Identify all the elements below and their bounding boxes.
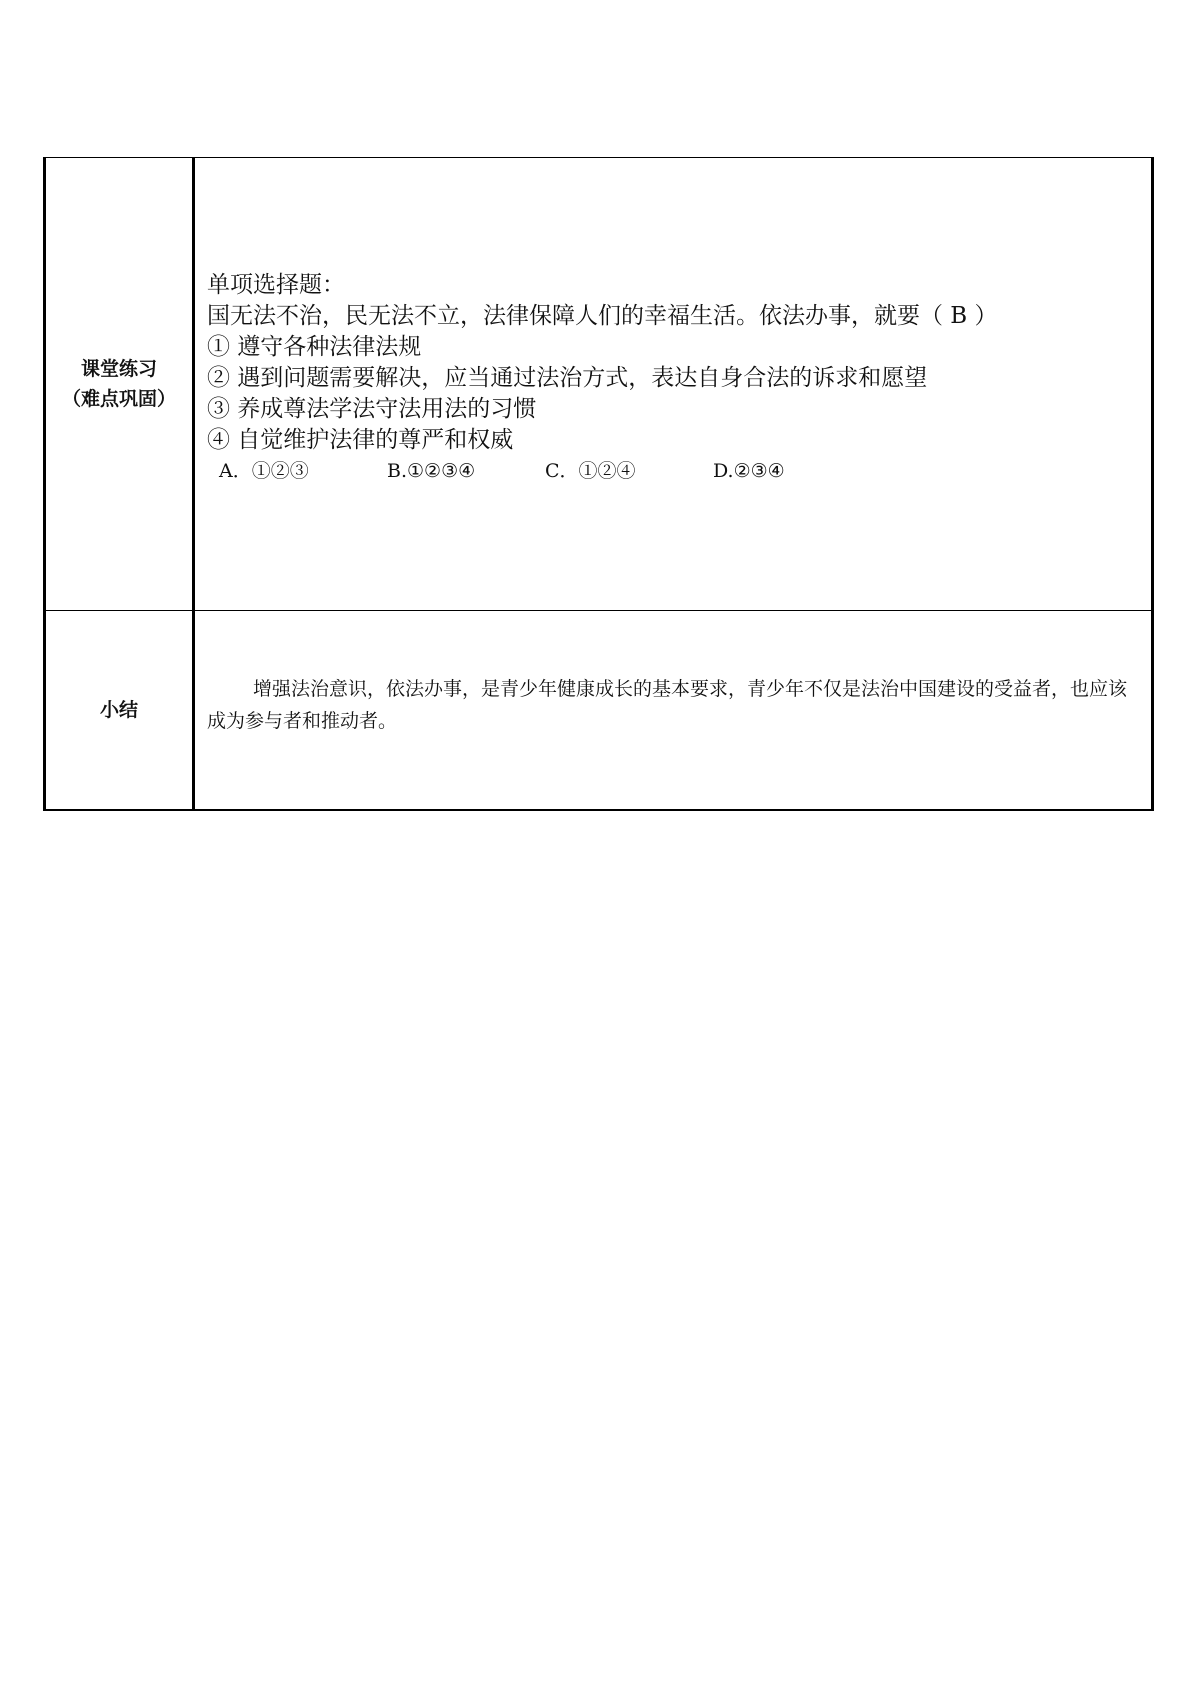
question-block — [207, 270, 1139, 456]
statement-3: ③ 养成尊法学法守法用法的习惯 — [207, 396, 537, 422]
option-a: A．①②③ — [219, 460, 309, 482]
question-heading: 单项选择题： — [207, 272, 345, 298]
practice-label-subtitle: （难点巩固） — [61, 388, 176, 410]
summary-content-cell — [194, 611, 1153, 811]
option-d: D.②③④ — [713, 460, 785, 482]
statement-4: ④ 自觉维护法律的尊严和权威 — [207, 427, 514, 453]
practice-label-cell — [45, 158, 194, 611]
lesson-table — [43, 157, 1154, 811]
practice-label-title: 课堂练习 — [80, 358, 157, 380]
option-b: B.①②③④ — [387, 460, 476, 482]
practice-content-cell — [194, 158, 1153, 611]
statement-2: ② 遇到问题需要解决，应当通过法治方式，表达自身合法的诉求和愿望 — [207, 365, 928, 391]
summary-label: 小结 — [99, 699, 138, 721]
summary-label-cell — [45, 611, 194, 811]
answer-options — [207, 456, 1139, 486]
summary-text: 增强法治意识，依法办事，是青少年健康成长的基本要求，青少年不仅是法治中国建设的受益者，也应该成为参与者和推动者。 — [207, 678, 1128, 732]
statement-1: ① 遵守各种法律法规 — [207, 334, 422, 360]
option-c: C．①②④ — [545, 460, 636, 482]
summary-row — [45, 611, 1153, 811]
practice-row — [45, 158, 1153, 611]
question-stem: 国无法不治，民无法不立，法律保障人们的幸福生活。依法办事，就要（ B ） — [207, 303, 998, 329]
